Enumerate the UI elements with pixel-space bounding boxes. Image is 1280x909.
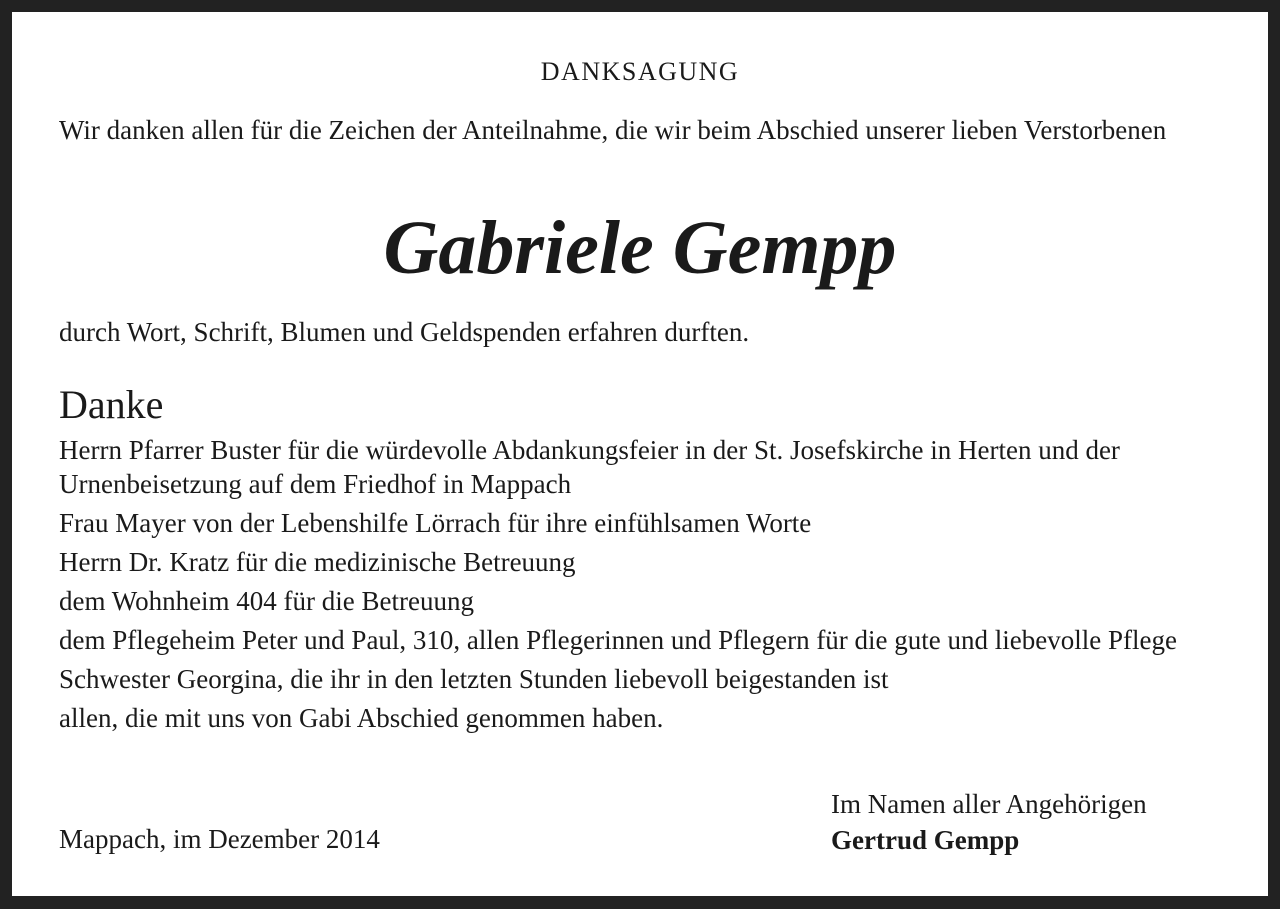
signoff-line: Im Namen aller Angehörigen xyxy=(831,789,1147,819)
thanks-item: dem Wohnheim 404 für die Betreuung xyxy=(59,586,474,616)
deceased-name: Gabriele Gempp xyxy=(383,206,897,290)
thanks-item: Herrn Dr. Kratz für die medizinische Betreuung xyxy=(59,547,576,577)
thanks-item: dem Pflegeheim Peter und Paul, 310, allen Pflegerinnen und Pflegern für die gute und liebevolle Pflege xyxy=(59,625,1177,655)
notice-heading: DANKSAGUNG xyxy=(540,57,740,86)
thanks-list xyxy=(59,433,1229,740)
thanks-item: allen, die mit uns von Gabi Abschied genommen haben. xyxy=(59,703,664,733)
after-name-text: durch Wort, Schrift, Blumen und Geldspenden erfahren durften. xyxy=(59,317,750,347)
thanks-heading: Danke xyxy=(59,382,164,427)
signoff-block xyxy=(831,786,1147,858)
thanks-item: Schwester Georgina, die ihr in den letzten Stunden liebevoll beigestanden ist xyxy=(59,664,889,694)
thanks-item: Herrn Pfarrer Buster für die würdevolle Abdankungsfeier in der St. Josefskirche in Herten und der Urnenbeisetzung auf dem Friedhof in Mappach xyxy=(59,435,1120,499)
signer-name: Gertrud Gempp xyxy=(831,825,1020,855)
obituary-thank-you-notice xyxy=(12,12,1268,896)
intro-text: Wir danken allen für die Zeichen der Anteilnahme, die wir beim Abschied unserer lieben Verstorbenen xyxy=(59,115,1167,145)
place-date: Mappach, im Dezember 2014 xyxy=(59,824,380,854)
thanks-item: Frau Mayer von der Lebenshilfe Lörrach für ihre einfühlsamen Worte xyxy=(59,508,812,538)
